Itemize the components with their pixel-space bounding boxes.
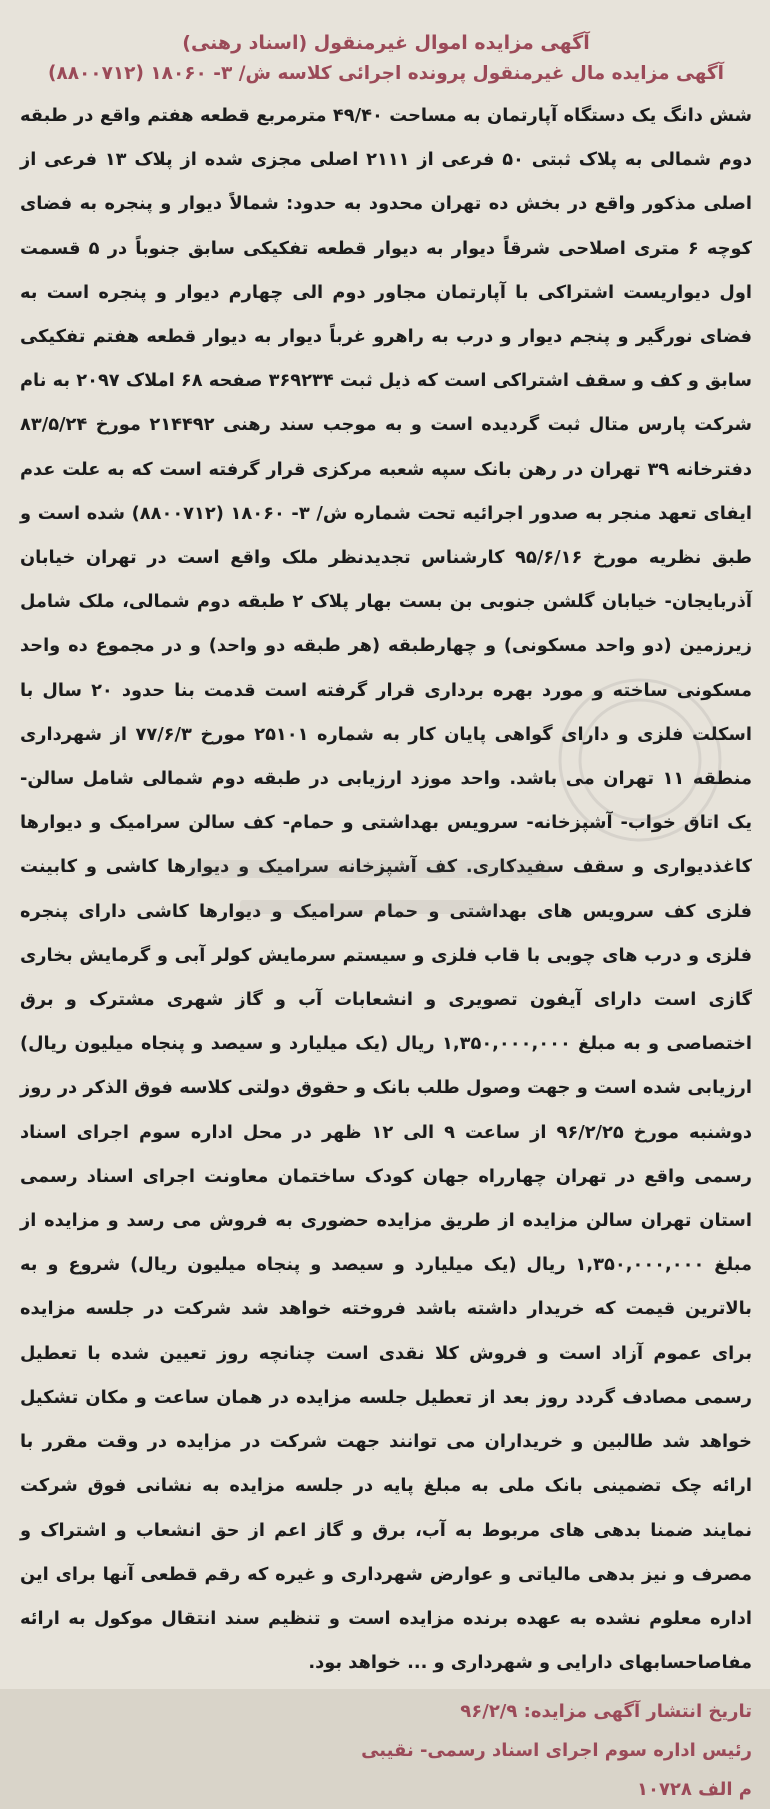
notice-code: م الف ۱۰۷۲۸: [636, 1779, 752, 1801]
publication-date-line: [20, 1693, 752, 1731]
notice-footer: [20, 1693, 752, 1809]
notice-subtitle: آگهی مزایده مال غیرمنقول پرونده اجرائی کلاسه ش/ ۳- ۱۸۰۶۰ (۸۸۰۰۷۱۲): [47, 63, 725, 84]
notice-title: آگهی مزایده اموال غیرمنقول (اسناد رهنی): [182, 32, 590, 54]
notice-body: شش دانگ یک دستگاه آپارتمان به مساحت ۴۹/۴۰ مترمربع قطعه هفتم واقع در طبقه دوم شمالی به پلاک ثبتی ۵۰ فرعی از ۲۱۱۱ اصلی مجزی شده از پلاک ۱۳ فرعی از اصلی مذکور واقع در بخش ده تهران محدود به حدود: شمالاً دیوار و پنجره به فضای کوچه ۶ متری اصلاحی شرقاً دیوار به دیوار قطعه تفکیکی سابق جنوباً در ۵ قسمت اول دیواریست اشتراکی با آپارتمان مجاور دوم الی چهارم دیوار و پنجره است به فضای نورگیر و پنجم دیوار و درب به راهرو غرباً دیوار به دیوار قطعه هفتم تفکیکی سابق و کف و سقف اشتراکی است که ذیل ثبت ۳۶۹۲۳۴ صفحه ۶۸ املاک ۲۰۹۷ به نام شرکت پارس متال ثبت گردیده است و به موجب سند رهنی ۲۱۴۴۹۲ مورخ ۸۳/۵/۲۴ دفترخانه ۳۹ تهران در رهن بانک سپه شعبه مرکزی قرار گرفته است که به علت عدم ایفای تعهد منجر به صدور اجرائیه تحت شماره ش/ ۳- ۱۸۰۶۰ (۸۸۰۰۷۱۲) شده است و طبق نظریه مورخ ۹۵/۶/۱۶ کارشناس تجدیدنظر ملک واقع است در تهران خیابان آذربایجان- خیابان گلشن جنوبی بن بست بهار پلاک ۲ طبقه دوم شمالی، ملک شامل زیرزمین (دو واحد مسکونی) و چهارطبقه (هر طبقه دو واحد) و در مجموع ده واحد مسکونی ساخته و مورد بهره برداری قرار گرفته است قدمت بنا حدود ۲۰ سال با اسکلت فلزی و دارای گواهی پایان کار به شماره ۲۵۱۰۱ مورخ ۷۷/۶/۳ از شهرداری منطقه ۱۱ تهران می باشد. واحد موزد ارزیابی در طبقه دوم شمالی شامل سالن- یک اتاق خواب- آشپزخانه- سرویس بهداشتی و حمام- کف سالن سرامیک و دیوارها کاغذدیواری و سقف سفیدکاری. کف آشپزخانه سرامیک و دیوارها کاشی و کابینت فلزی کف سرویس های بهداشتی و حمام سرامیک و دیوارها کاشی دارای پنجره فلزی و درب های چوبی با قاب فلزی و سیستم سرمایش کولر آبی و گرمایش بخاری گازی است دارای آیفون تصویری و انشعابات آب و گاز شهری مشترک و برق اختصاصی و به مبلغ ۱,۳۵۰,۰۰۰,۰۰۰ ریال (یک میلیارد و سیصد و پنجاه میلیون ریال) ارزیابی شده است و جهت وصول طلب بانک و حقوق دولتی کلاسه فوق الذکر در روز دوشنبه مورخ ۹۶/۲/۲۵ از ساعت ۹ الی ۱۲ ظهر در محل اداره سوم اجرای اسناد رسمی واقع در تهران چهارراه جهان کودک ساختمان معاونت اجرای اسناد رسمی استان تهران سالن مزایده از طریق مزایده حضوری به فروش می رسد و مزایده از مبلغ ۱,۳۵۰,۰۰۰,۰۰۰ ریال (یک میلیارد و سیصد و پنجاه میلیون ریال) شروع و به بالاترین قیمت که خریدار داشته باشد فروخته خواهد شد شرکت در جلسه مزایده برای عموم آزاد است و فروش کلا نقدی است چنانچه روز تعیین شده با تعطیل رسمی مصادف گردد روز بعد از تعطیل جلسه مزایده در همان ساعت و مکان تشکیل خواهد شد طالبین و خریداران می توانند جهت شرکت در مزایده در وقت مقرر با ارائه چک تضمینی بانک ملی به مبلغ پایه در جلسه مزایده به نشانی فوق شرکت نمایند ضمنا بدهی های مربوط به آب، برق و گاز اعم از حق انشعاب و اشتراک و مصرف و نیز بدهی مالیاتی و عوارض شهرداری و غیره که رقم قطعی آنها برای این اداره معلوم نشده به عهده برنده مزایده است و تنظیم سند انتقال موکول به ارائه مفاصاحسابهای دارایی و شهرداری و ... خواهد بود.: [20, 105, 753, 1674]
publication-date-label: تاریخ انتشار آگهی مزایده:: [523, 1701, 752, 1723]
publication-date-value: ۹۶/۲/۹: [460, 1701, 518, 1723]
signer-line: رئیس اداره سوم اجرای اسناد رسمی- نقیبی: [361, 1740, 752, 1762]
